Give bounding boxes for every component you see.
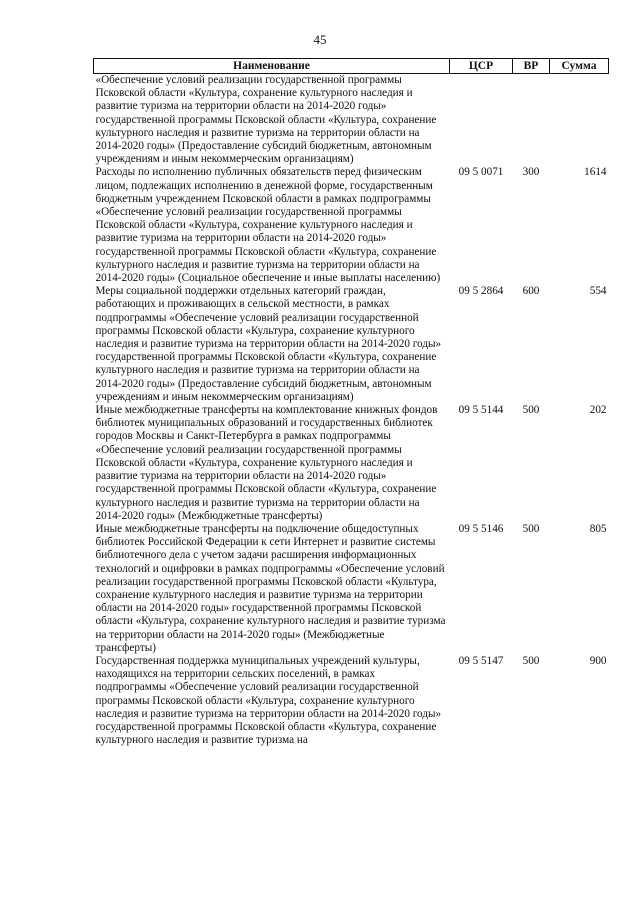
table-header-row <box>94 59 609 74</box>
row-sum: 554 <box>589 285 607 298</box>
row-sum: 900 <box>589 654 607 667</box>
table-row <box>94 166 609 285</box>
table-row <box>94 655 609 747</box>
header-vr: ВР <box>513 59 550 74</box>
table-row <box>94 285 609 404</box>
row-name: Меры социальной поддержки отдельных категорий граждан, работающих и проживающих в сельской местности, в рамках подпрограммы «Обеспечение условий реализации государственной программы Псковской области «Культура, сохранение культурного наследия и развитие туризма на территории области на 2014-2020 годы» государственной программы Псковской области «Культура, сохранение культурного наследия и развитие туризма на территории области на 2014-2020 годы» (Предоставление субсидий бюджетным, автономным учреждениям и иным некоммерческим организациям) <box>95 285 442 403</box>
row-vr <box>513 74 550 167</box>
row-name: Расходы по исполнению публичных обязательств перед физическим лицом, подлежащих исполнению в денежной форме, государственным бюджетным учреждением Псковской области в рамках подпрограммы «Обеспечение условий реализации государственной программы Псковской области «Культура, сохранение культурного наследия и развитие туризма на территории области на 2014-2020 годы» государственной программы Псковской области «Культура, сохранение культурного наследия и развитие туризма на территории области на 2014-2020 годы» (Социальное обеспечение и иные выплаты населению) <box>95 166 441 285</box>
header-csr: ЦСР <box>450 59 513 74</box>
row-vr: 500 <box>522 404 540 417</box>
table-row <box>94 74 609 167</box>
row-vr: 500 <box>522 654 540 667</box>
row-csr: 09 5 2864 <box>458 285 504 298</box>
budget-table <box>93 58 609 747</box>
row-sum: 202 <box>589 404 607 417</box>
page-number: 45 <box>313 32 327 47</box>
row-csr: 09 5 5144 <box>458 404 504 417</box>
row-sum <box>550 74 609 167</box>
row-csr <box>450 74 513 167</box>
row-name: Иные межбюджетные трансферты на подключение общедоступных библиотек Российской Федерации к сети Интернет и развитие системы библиотечного дела с учетом задачи расширения информационных технологий и оцифровки в рамках подпрограммы «Обеспечение условий реализации государственной программы Псковской области «Культура, сохранение культурного наследия и развитие туризма на территории области на 2014-2020 годы» государственной программы Псковской области «Культура, сохранение культурного наследия и развитие туризма на территории области на 2014-2020 годы» (Межбюджетные трансферты) <box>95 522 446 654</box>
row-vr: 600 <box>522 285 540 298</box>
row-name: «Обеспечение условий реализации государственной программы Псковской области «Культура, сохранение культурного наследия и развитие туризма на территории области на 2014-2020 годы» государственной программы Псковской области «Культура, сохранение культурного наследия и развитие туризма на территории области на 2014-2020 годы» (Предоставление субсидий бюджетным, автономным учреждениям и иным некоммерческим организациям) <box>95 74 437 166</box>
row-name: Иные межбюджетные трансферты на комплектование книжных фондов библиотек муниципальных образований и государственных библиотек городов Москвы и Санкт-Петербурга в рамках подпрограммы «Обеспечение условий реализации государственной программы Псковской области «Культура, сохранение культурного наследия и развитие туризма на территории области на 2014-2020 годы» государственной программы Псковской области «Культура, сохранение культурного наследия и развитие туризма на территории области на 2014-2020 годы» (Межбюджетные трансферты) <box>95 404 438 522</box>
row-vr: 500 <box>522 522 540 535</box>
row-csr: 09 5 5146 <box>458 522 504 535</box>
header-name: Наименование <box>94 59 450 74</box>
row-name: Государственная поддержка муниципальных учреждений культуры, находящихся на территории сельских поселений, в рамках подпрограммы «Обеспечение условий реализации государственной программы Псковской области «Культура, сохранение культурного наследия и развитие туризма на территории области на 2014-2020 годы» государственной программы Псковской области «Культура, сохранение культурного наследия и развитие туризма на <box>95 654 442 747</box>
row-vr: 300 <box>522 166 540 179</box>
row-sum: 1614 <box>584 166 607 179</box>
row-csr: 09 5 5147 <box>458 654 504 667</box>
table-row <box>94 523 609 655</box>
table-row <box>94 404 609 523</box>
row-sum: 805 <box>589 522 607 535</box>
header-sum: Сумма <box>550 59 609 74</box>
row-csr: 09 5 0071 <box>458 166 504 179</box>
